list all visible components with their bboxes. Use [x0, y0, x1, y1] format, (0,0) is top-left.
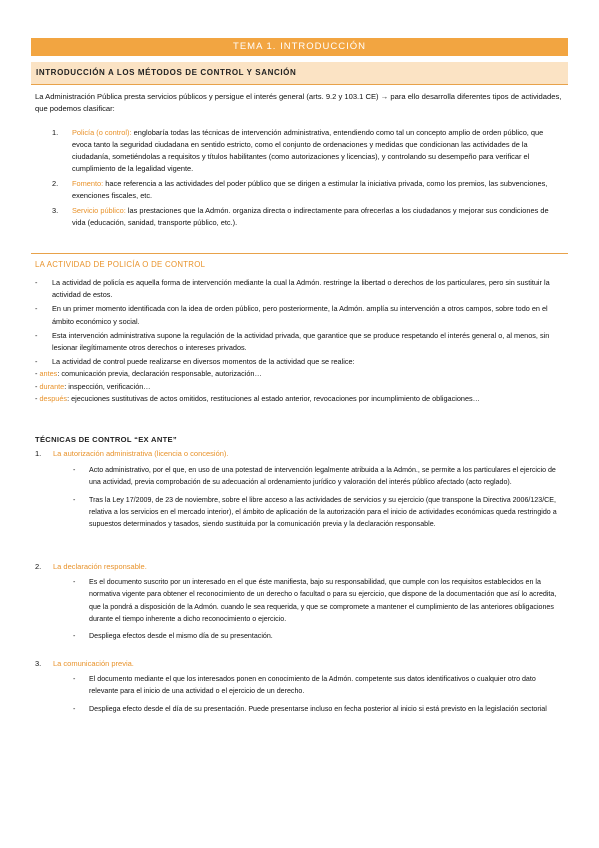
tech-heading-autorizacion: [35, 448, 565, 460]
list-item: - El documento mediante el que los interesados ponen en conocimiento de la Admón. competente sus datos identificativos o cualquier otro dato relevante para el inicio de una actividad o el ejercicio de un derecho.: [73, 673, 563, 698]
list-item: [52, 178, 564, 202]
keyword: Policía (o control):: [72, 128, 132, 137]
momento-text: : inspección, verificación…: [64, 381, 151, 391]
section-title-intro: INTRODUCCIÓN A LOS MÉTODOS DE CONTROL Y SANCIÓN: [36, 68, 297, 77]
list-item: [52, 127, 564, 175]
section-header-intro: [31, 62, 568, 85]
comunicacion-list: [73, 673, 563, 720]
tech-heading-text: La declaración responsable.: [53, 562, 147, 571]
tech-heading-text: La comunicación previa.: [53, 659, 134, 668]
list-text: englobaría todas las técnicas de intervención administrativa, entendiendo como tal un concepto amplio de orden público, que evoca tanto la seguridad ciudadana en sentido estricto, como el conjunto de ordenaciones y medidas que condicionan las actividades de la ciudadanía, sometiéndolas a requisitos y títulos habilitantes (como autorizaciones y licencias), y controlando su desempeño para verificar el cumplimiento de la legalidad vigente.: [72, 128, 544, 173]
list-number: 1.: [35, 449, 42, 458]
list-item: - Acto administrativo, por el que, en uso de una potestad de intervención legalmente atribuida a la Admón., se permite a los particulares el ejercicio de una actividad, previa comprobación de su adecuación al ordenamiento jurídico y valoración del interés público afectado (acto reglado).: [73, 464, 563, 489]
list-text: hace referencia a las actividades del poder público que se dirigen a estimular la iniciativa privada, como los premios, las subvenciones, exenciones fiscales, etc.: [72, 179, 548, 200]
momento-durante: - durante: inspección, verificación…: [35, 381, 151, 391]
tech-title: TÉCNICAS DE CONTROL “EX ANTE”: [35, 435, 178, 444]
list-item: [35, 356, 565, 405]
momento-text: : comunicación previa, declaración responsable, autorización…: [57, 369, 262, 379]
list-number: 3.: [52, 206, 59, 215]
section-divider: [31, 253, 568, 254]
autorizacion-list: [73, 464, 563, 535]
keyword: durante: [39, 381, 65, 391]
list-number: 2.: [35, 562, 42, 571]
list-number: 3.: [35, 659, 42, 668]
activity-types-list: [52, 127, 564, 232]
keyword: antes: [39, 369, 58, 379]
list-text: las prestaciones que la Admón. organiza directa o indirectamente para ofrecerlas a los ciudadanos y mejorar sus condiciones de vida (educación, sanidad, transporte público, etc.).: [72, 206, 549, 227]
chapter-banner: TEMA 1. INTRODUCCIÓN: [31, 38, 568, 56]
list-item: - En un primer momento identificada con la idea de orden público, pero posteriormente, la Admón. amplía su intervención a otros campos, sobre todo en el ámbito económico y social.: [35, 303, 565, 327]
list-item: - Esta intervención administrativa supone la regulación de la actividad privada, que garantice que se produce respetando el interés general o, al menos, sin lesionar ilegítimamente otros derechos o intereses privados.: [35, 330, 565, 354]
momento-despues: - después: ejecuciones sustitutivas de actos omitidos, restituciones al estado anterior, revocaciones por incumplimiento de obligaciones…: [35, 393, 480, 403]
keyword: después: [39, 393, 68, 403]
tech-heading-declaracion: [35, 561, 565, 573]
list-item: - La actividad de policía es aquella forma de intervención mediante la cual la Admón. restringe la libertad o derechos de los particulares, pero sin sustituir la actividad de estos.: [35, 277, 565, 301]
list-item: - Es el documento suscrito por un interesado en el que éste manifiesta, bajo su responsabilidad, que cumple con los requisitos establecidos en la normativa vigente para obtener el reconocimiento de un derecho o facultad o para su ejercicio, que dispone de la documentación que así lo acredita, que la pondrá a disposición de la Admón. cuando le sea requerida, y que se compromete a mantener el cumplimiento de las anteriores obligaciones durante el tiempo inherente a dicho reconocimiento o ejercicio.: [73, 576, 563, 625]
tech-heading-text: La autorización administrativa (licencia o concesión).: [53, 449, 229, 458]
section-title-policia: LA ACTIVIDAD DE POLICÍA O DE CONTROL: [35, 260, 206, 269]
momento-text: : ejecuciones sustitutivas de actos omitidos, restituciones al estado anterior, revocaciones por incumplimiento de obligaciones…: [67, 393, 480, 403]
keyword: Servicio público:: [72, 206, 126, 215]
policia-list: [35, 277, 565, 407]
declaracion-list: [73, 576, 563, 647]
tech-heading-comunicacion: [35, 658, 565, 670]
keyword: Fomento:: [72, 179, 104, 188]
list-item: - Despliega efectos desde el mismo día de su presentación.: [73, 630, 563, 642]
list-item: - Despliega efecto desde el día de su presentación. Puede presentarse incluso en fecha posterior al inicio si está previsto en la legislación sectorial: [73, 703, 563, 715]
momentos-lead: La actividad de control puede realizarse en diversos momentos de la actividad que se realice:: [52, 357, 355, 367]
list-number: 1.: [52, 128, 59, 137]
intro-paragraph: La Administración Pública presta servicios públicos y persigue el interés general (arts. 9.2 y 103.1 CE) → para ello desarrolla diferentes tipos de actividades, que podemos clasificar:: [35, 92, 562, 113]
list-item: - Tras la Ley 17/2009, de 23 de noviembre, sobre el libre acceso a las actividades de servicios y su ejercicio (que transpone la Directiva 2006/123/CE, relativa a los servicios en el mercado interior), el ámbito de aplicación de la autorización para el inicio de actividades económicas queda restringido a supuestos determinados y tasados, siendo sustituida por la comunicación previa y la declaración responsable.: [73, 494, 563, 531]
list-number: 2.: [52, 179, 59, 188]
list-item: [52, 205, 564, 229]
momento-antes: - antes: comunicación previa, declaración responsable, autorización…: [35, 369, 262, 379]
